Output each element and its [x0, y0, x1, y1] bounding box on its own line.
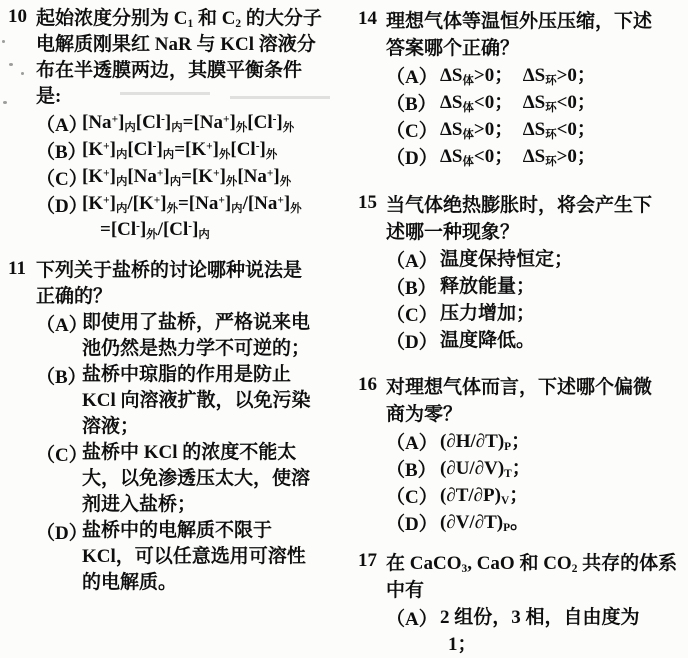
option-line: 盐桥中的电解质不限于: [82, 520, 273, 541]
question-15: [358, 192, 686, 354]
option-c: [386, 300, 686, 327]
scan-noise-speck: [2, 40, 5, 43]
option-line: $(\partial U/\partial V)_T$；: [440, 458, 531, 481]
option-label: （A）: [386, 433, 438, 454]
option-d: [386, 143, 686, 170]
option-line: 剂进入盐桥；: [82, 494, 197, 515]
option-c: [36, 164, 340, 191]
option-c: [386, 482, 686, 509]
option-line: 盐桥中 KCl 的浓度不能太: [82, 442, 297, 463]
right-column: [344, 0, 688, 655]
option-line: $[K^+]_内/[K^+]_外=[Na^+]_内/[Na^+]_外$: [82, 193, 302, 216]
option-label: （B）: [386, 278, 437, 299]
option-line: 即使用了盐桥，严格说来电: [82, 312, 311, 333]
option-label: （A）: [386, 251, 438, 272]
question-14: [358, 8, 686, 170]
stem-line: 理想气体等温恒外压压缩，下述: [386, 11, 653, 32]
stem-line: 当气体绝热膨胀时，将会产生下: [386, 195, 653, 216]
question-number: 14: [358, 8, 377, 29]
scan-noise-streak: [230, 96, 330, 99]
option-a: [386, 62, 686, 89]
option-label: （C）: [386, 487, 438, 508]
option-label: （B）: [36, 367, 87, 388]
option-d: [386, 509, 686, 536]
option-label: （A）: [36, 315, 88, 336]
option-label: （D）: [386, 332, 438, 353]
stem-line: 述哪一种现象？: [386, 222, 520, 243]
scan-noise-speck: [21, 72, 24, 75]
option-label: （D）: [36, 523, 88, 544]
option-b: [386, 455, 686, 482]
question-11: [8, 258, 340, 596]
option-line: $\Delta S_体>0$； $\Delta S_环>0$；: [440, 65, 596, 88]
option-c: [386, 116, 686, 143]
option-line: 释放能量；: [440, 276, 536, 297]
option-line: $=[Cl^-]_外/[Cl^-]_内$: [100, 219, 210, 242]
stem-line: 中有: [386, 580, 425, 601]
option-label: （D）: [36, 196, 88, 217]
option-line: $[K^+]_内[Na^+]_内=[K^+]_外[Na^+]_外$: [82, 166, 292, 189]
option-a: [386, 428, 686, 455]
option-d: [36, 518, 340, 596]
option-a: [36, 110, 340, 137]
option-d: [36, 191, 340, 243]
option-a: [36, 310, 340, 362]
option-label: （A）: [386, 609, 438, 630]
scan-noise-streak: [120, 92, 210, 95]
option-line: 温度保持恒定；: [440, 249, 574, 270]
option-b: [36, 362, 340, 440]
option-label: （B）: [386, 460, 437, 481]
stem-line: 对理想气体而言，下述哪个偏微: [386, 377, 653, 398]
option-a: [386, 604, 686, 658]
option-b: [36, 137, 340, 164]
option-line: $[K^+]_内[Cl^-]_内=[K^+]_外[Cl^-]_外$: [82, 139, 278, 162]
stem-line: 电解质刚果红 NaR 与 KCl 溶液分: [36, 34, 316, 55]
option-line: 温度降低。: [440, 330, 536, 351]
stem-line: 是:: [36, 86, 62, 107]
option-label: （B）: [36, 142, 87, 163]
question-number: 11: [8, 258, 26, 279]
question-17: [358, 550, 686, 658]
option-label: （C）: [386, 305, 438, 326]
option-line: 盐桥中琼脂的作用是防止: [82, 364, 292, 385]
question-number: 17: [358, 550, 377, 571]
option-label: （D）: [386, 148, 438, 169]
option-line: $[Na^+]_内[Cl^-]_内=[Na^+]_外[Cl^-]_外$: [82, 112, 295, 135]
question-16: [358, 374, 686, 536]
option-label: （B）: [386, 94, 437, 115]
option-d: [386, 327, 686, 354]
option-label: （A）: [386, 67, 438, 88]
option-line: $\Delta S_体<0$； $\Delta S_环>0$；: [440, 146, 596, 169]
scan-noise-speck: [9, 63, 13, 66]
option-a: [386, 246, 686, 273]
option-line: 池仍然是热力学不可逆的；: [82, 338, 311, 359]
option-label: （D）: [386, 514, 438, 535]
option-line: $(\partial H/\partial T)_P$；: [440, 431, 531, 454]
option-label: （C）: [36, 445, 88, 466]
stem-line: 起始浓度分别为 $C_1$ 和 $C_2$ 的大分子: [36, 8, 322, 31]
option-line: $(\partial V/\partial T)_P$。: [440, 512, 530, 535]
option-line: KCl，可以任意选用可溶性: [82, 546, 306, 567]
option-label: （A）: [36, 115, 88, 136]
option-line: 1；: [448, 634, 477, 655]
option-line: 压力增加；: [440, 303, 536, 324]
stem-line: 答案哪个正确？: [386, 38, 520, 59]
option-b: [386, 273, 686, 300]
option-b: [386, 89, 686, 116]
question-number: 16: [358, 374, 377, 395]
option-line: 的电解质。: [82, 572, 178, 593]
question-number: 15: [358, 192, 377, 213]
option-line: 溶液；: [82, 416, 140, 437]
option-label: （C）: [36, 169, 88, 190]
option-label: （C）: [386, 121, 438, 142]
stem-line: 布在半透膜两边，其膜平衡条件: [36, 60, 303, 81]
question-10: [8, 6, 340, 243]
question-number: 10: [8, 6, 27, 27]
option-line: $\Delta S_体>0$； $\Delta S_环<0$；: [440, 119, 596, 142]
option-line: 2 组份，3 相，自由度为: [440, 607, 640, 628]
stem-line: 商为零？: [386, 404, 463, 425]
stem-line: 下列关于盐桥的讨论哪种说法是: [36, 260, 303, 281]
option-line: $(\partial T/\partial P)_V$；: [440, 485, 529, 508]
option-line: KCl 向溶液扩散，以免污染: [82, 390, 311, 411]
stem-line: 在 CaCO$_3$, CaO 和 $CO_2$ 共存的体系: [386, 553, 678, 576]
option-c: [36, 440, 340, 518]
stem-line: 正确的？: [36, 286, 113, 307]
option-line: 大，以免渗透压太大，使溶: [82, 468, 311, 489]
scan-noise-speck: [3, 101, 7, 104]
option-line: $\Delta S_体<0$； $\Delta S_环<0$；: [440, 92, 596, 115]
